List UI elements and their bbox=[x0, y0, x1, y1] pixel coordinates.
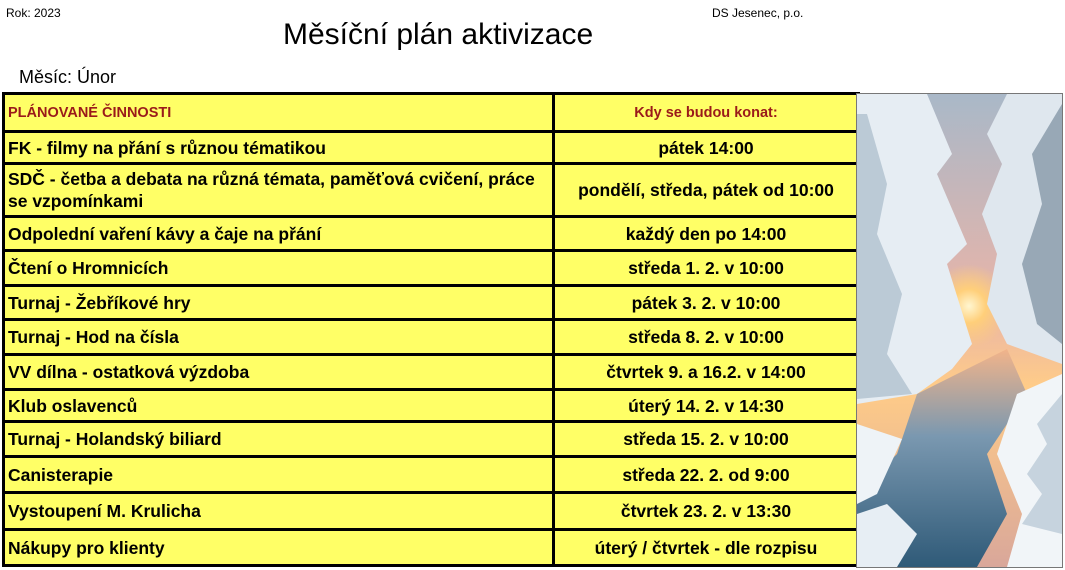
column-header-activities: PLÁNOVANÉ ČINNOSTI bbox=[4, 94, 554, 132]
activity-cell: VV dílna - ostatková výzdoba bbox=[4, 355, 554, 390]
table-row bbox=[4, 164, 859, 217]
table-row bbox=[4, 457, 859, 493]
activity-cell: Turnaj - Hod na čísla bbox=[4, 320, 554, 355]
when-cell: středa 1. 2. v 10:00 bbox=[554, 251, 859, 286]
table-row bbox=[4, 251, 859, 286]
activity-cell: Čtení o Hromnicích bbox=[4, 251, 554, 286]
when-cell: pondělí, středa, pátek od 10:00 bbox=[554, 164, 859, 217]
winter-landscape-image bbox=[856, 93, 1063, 568]
activity-cell: SDČ - četba a debata na různá témata, paměťová cvičení, práce se vzpomínkami bbox=[4, 164, 554, 217]
table-row bbox=[4, 530, 859, 566]
table-row bbox=[4, 355, 859, 390]
activity-table bbox=[2, 92, 860, 567]
table-row bbox=[4, 286, 859, 320]
table-row bbox=[4, 217, 859, 251]
activity-cell: Vystoupení M. Krulicha bbox=[4, 493, 554, 530]
activity-cell: Turnaj - Žebříkové hry bbox=[4, 286, 554, 320]
activity-cell: Canisterapie bbox=[4, 457, 554, 493]
when-cell: úterý / čtvrtek - dle rozpisu bbox=[554, 530, 859, 566]
when-cell: čtvrtek 23. 2. v 13:30 bbox=[554, 493, 859, 530]
activity-cell: Klub oslavenců bbox=[4, 390, 554, 422]
when-cell: pátek 14:00 bbox=[554, 132, 859, 164]
activity-cell: FK - filmy na přání s různou tématikou bbox=[4, 132, 554, 164]
table-row bbox=[4, 320, 859, 355]
table-row bbox=[4, 390, 859, 422]
when-cell: pátek 3. 2. v 10:00 bbox=[554, 286, 859, 320]
year-label: Rok: 2023 bbox=[6, 6, 61, 20]
table-row bbox=[4, 132, 859, 164]
when-cell: středa 8. 2. v 10:00 bbox=[554, 320, 859, 355]
activity-cell: Nákupy pro klienty bbox=[4, 530, 554, 566]
activity-cell: Odpolední vaření kávy a čaje na přání bbox=[4, 217, 554, 251]
table-row bbox=[4, 493, 859, 530]
when-cell: každý den po 14:00 bbox=[554, 217, 859, 251]
organization-label: DS Jesenec, p.o. bbox=[712, 6, 804, 20]
when-cell: čtvrtek 9. a 16.2. v 14:00 bbox=[554, 355, 859, 390]
when-cell: středa 15. 2. v 10:00 bbox=[554, 422, 859, 457]
page-title: Měsíční plán aktivizace bbox=[283, 18, 594, 51]
column-header-when: Kdy se budou konat: bbox=[554, 94, 859, 132]
when-cell: středa 22. 2. od 9:00 bbox=[554, 457, 859, 493]
month-label: Měsíc: Únor bbox=[19, 67, 117, 87]
activity-cell: Turnaj - Holandský biliard bbox=[4, 422, 554, 457]
when-cell: úterý 14. 2. v 14:30 bbox=[554, 390, 859, 422]
table-row bbox=[4, 422, 859, 457]
table-header-row bbox=[4, 94, 859, 132]
